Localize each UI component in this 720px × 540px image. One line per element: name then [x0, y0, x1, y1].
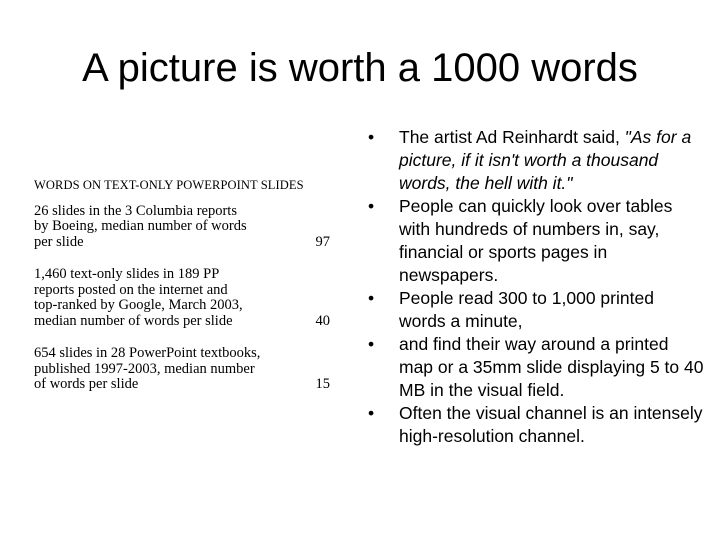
- bullet-marker: •: [368, 288, 375, 308]
- table-row: [34, 346, 344, 393]
- bullet-marker: •: [368, 403, 375, 423]
- bullet-marker: •: [368, 196, 375, 216]
- table-row-label: 654 slides in 28 PowerPoint textbooks, published 1997-2003, median number of words per slide: [34, 345, 261, 392]
- bullet-item: [364, 195, 704, 287]
- bullet-text: Often the visual channel is an intensely high-resolution channel.: [399, 403, 703, 446]
- bullet-item: [364, 126, 704, 195]
- table-row-label: 26 slides in the 3 Columbia reports by Boeing, median number of words per slide: [34, 202, 247, 250]
- table-heading: WORDS ON TEXT-ONLY POWERPOINT SLIDES: [34, 178, 304, 192]
- bullet-list: [364, 126, 704, 448]
- bullet-marker: •: [368, 334, 375, 354]
- table-row-value: 15: [315, 376, 330, 392]
- bullet-item: [364, 402, 704, 448]
- reinhardt-quote: "As for a picture, if it isn't worth a thousand words, the hell with it.": [399, 127, 692, 193]
- slide-title: A picture is worth a 1000 words: [82, 46, 638, 90]
- words-per-slide-table: [34, 178, 344, 410]
- bullet-marker: •: [368, 127, 375, 147]
- bullet-text: People can quickly look over tables with hundreds of numbers in, say, financial or sports pages in newspapers.: [399, 196, 673, 285]
- table-row-value: 40: [315, 312, 330, 329]
- bullet-item: [364, 287, 704, 333]
- table-row-label: 1,460 text-only slides in 189 PP reports posted on the internet and top-ranked by Google, March 2003, median number of words per slide: [34, 266, 243, 329]
- bullet-text: and find their way around a printed map or a 35mm slide displaying 5 to 40 MB in the visual field.: [399, 334, 704, 400]
- table-row: [34, 204, 344, 251]
- table-row-value: 97: [315, 233, 330, 250]
- bullet-text: The artist Ad Reinhardt said,: [399, 127, 625, 147]
- bullet-text: People read 300 to 1,000 printed words a minute,: [399, 288, 654, 331]
- table-row: [34, 267, 344, 329]
- bullet-item: [364, 333, 704, 402]
